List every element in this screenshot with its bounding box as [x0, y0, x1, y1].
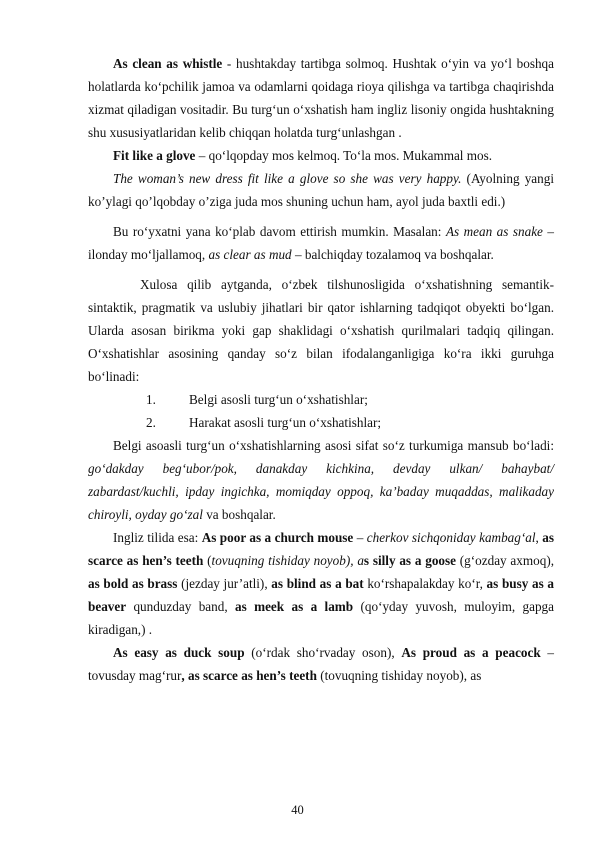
paragraph-text: – tovusday mag‘rur: [88, 645, 555, 683]
idiom-term: , as scarce as hen’s teeth: [181, 668, 317, 683]
idiom-term: as scarce as hen’s teeth: [88, 530, 554, 568]
example-sentence: The woman’s new dress fit like a glove so she was very happy.: [113, 171, 462, 186]
idiom-term: as meek as a lamb: [235, 599, 354, 614]
translation: cherkov sichqoniday kambag‘al: [366, 530, 536, 545]
idiom-term: s silly as a goose: [363, 553, 456, 568]
paragraph-text: (o‘rdak sho‘rvaday oson),: [244, 645, 402, 660]
paragraph-text: va boshqalar.: [202, 507, 276, 522]
paragraph-text: –: [353, 530, 367, 545]
paragraph-text: (Ayolning yangi ko’ylagi qo’lqobday o’ziga juda mos shuning uchun ham, ayol juda baxtli edi.): [88, 171, 554, 209]
paragraph-clean-as-whistle: [88, 52, 554, 144]
paragraph-example-sentence: [88, 167, 554, 213]
paragraph-more-english: [88, 641, 554, 687]
paragraph-more-examples: [88, 220, 554, 266]
list-number: 2.: [146, 415, 156, 430]
paragraph-adjective-based: [88, 434, 554, 526]
paragraph-text: – ilonday mo‘ljallamoq,: [88, 224, 554, 262]
paragraph-text: (: [203, 553, 212, 568]
list-text: Belgi asosli turg‘un o‘xshatishlar;: [189, 392, 368, 407]
paragraph-english-examples: [88, 526, 554, 641]
translation: tovuqning tishiday noyob), a: [211, 553, 364, 568]
idiom-term: As easy as duck soup: [113, 645, 245, 660]
paragraph-text: – qo‘lqopday mos kelmoq. To‘la mos. Mukammal mos.: [195, 148, 493, 163]
idiom-term: as blind as a bat: [271, 576, 364, 591]
uzbek-examples: go‘dakday beg‘ubor/pok, danakday kichkina, devday ulkan/ bahaybat/ zabardast/kuchli, ipday ingichka, momiqday oppoq, ka’baday muqaddas, malikaday chiroyli, oyday go‘zal: [88, 461, 554, 522]
paragraph-text: (tovuqning tishiday noyob), as: [316, 668, 482, 683]
classification-list: [88, 388, 554, 434]
paragraph-text: (qo‘yday yuvosh, muloyim, gapga kiradigan,) .: [88, 599, 555, 637]
list-number: 1.: [146, 392, 156, 407]
idiom-term: As proud as a peacock: [401, 645, 541, 660]
paragraph-conclusion: Xulosa qilib aytganda, o‘zbek tilshunosligida o‘xshatishning semantik-sintaktik, pragmatik va uslubiy jihatlari bir qator ishlarning tadqiqot obyekti bo‘lgan. Ularda asosan birikma yoki gap shaklidagi o‘xshatish qurilmalari tadqiq qilingan. O‘xshatishlar asosining qanday so‘z bilan ifodalanganligiga ko‘ra ikki guruhga bo‘linadi:: [88, 277, 554, 384]
page-number: 40: [291, 803, 304, 817]
list-item: [88, 411, 554, 434]
idiom-term: as bold as brass: [88, 576, 178, 591]
idiom-term: as busy as a beaver: [88, 576, 554, 614]
paragraph-text: (g‘ozday axmoq),: [456, 553, 555, 568]
idiom-term: As clean as whistle: [113, 56, 223, 71]
paragraph-text: ,: [535, 530, 543, 545]
paragraph-text: Ingliz tilida esa:: [113, 530, 202, 545]
paragraph-text: - hushtakday tartibga solmoq. Hushtak o‘yin va yo‘l boshqa holatlarda ko‘pchilik jamoa va odamlarni qoidaga rioya qilishga va tartibga chaqirishda xizmat qiladigan vositadir. Bu turg‘un o‘xshatish ham ingliz lisoniy ongida hushtakning shu xususiyatlaridan kelib chiqqan holatda turg‘unlashgan .: [88, 56, 554, 140]
paragraph-text: ko‘rshapalakday ko‘r,: [363, 576, 487, 591]
idiom-example: as clear as mud: [208, 247, 292, 262]
list-item: [88, 388, 554, 411]
paragraph-text: – balchiqday tozalamoq va boshqalar.: [291, 247, 494, 262]
idiom-term: As poor as a church mouse: [201, 530, 354, 545]
document-body: [88, 52, 554, 687]
paragraph-text: (jezday jur’atli),: [177, 576, 272, 591]
paragraph-fit-like-glove: [88, 144, 554, 167]
idiom-term: Fit like a glove: [113, 148, 196, 163]
paragraph-text: Belgi asoasli turg‘un o‘xshatishlarning asosi sifat so‘z turkumiga mansub bo‘ladi:: [113, 438, 554, 453]
list-text: Harakat asosli turg‘un o‘xshatishlar;: [189, 415, 382, 430]
paragraph-text: Bu ro‘yxatni yana ko‘plab davom ettirish mumkin. Masalan:: [113, 224, 446, 239]
idiom-example: As mean as snake: [445, 224, 543, 239]
paragraph-text: qunduzday band,: [126, 599, 235, 614]
